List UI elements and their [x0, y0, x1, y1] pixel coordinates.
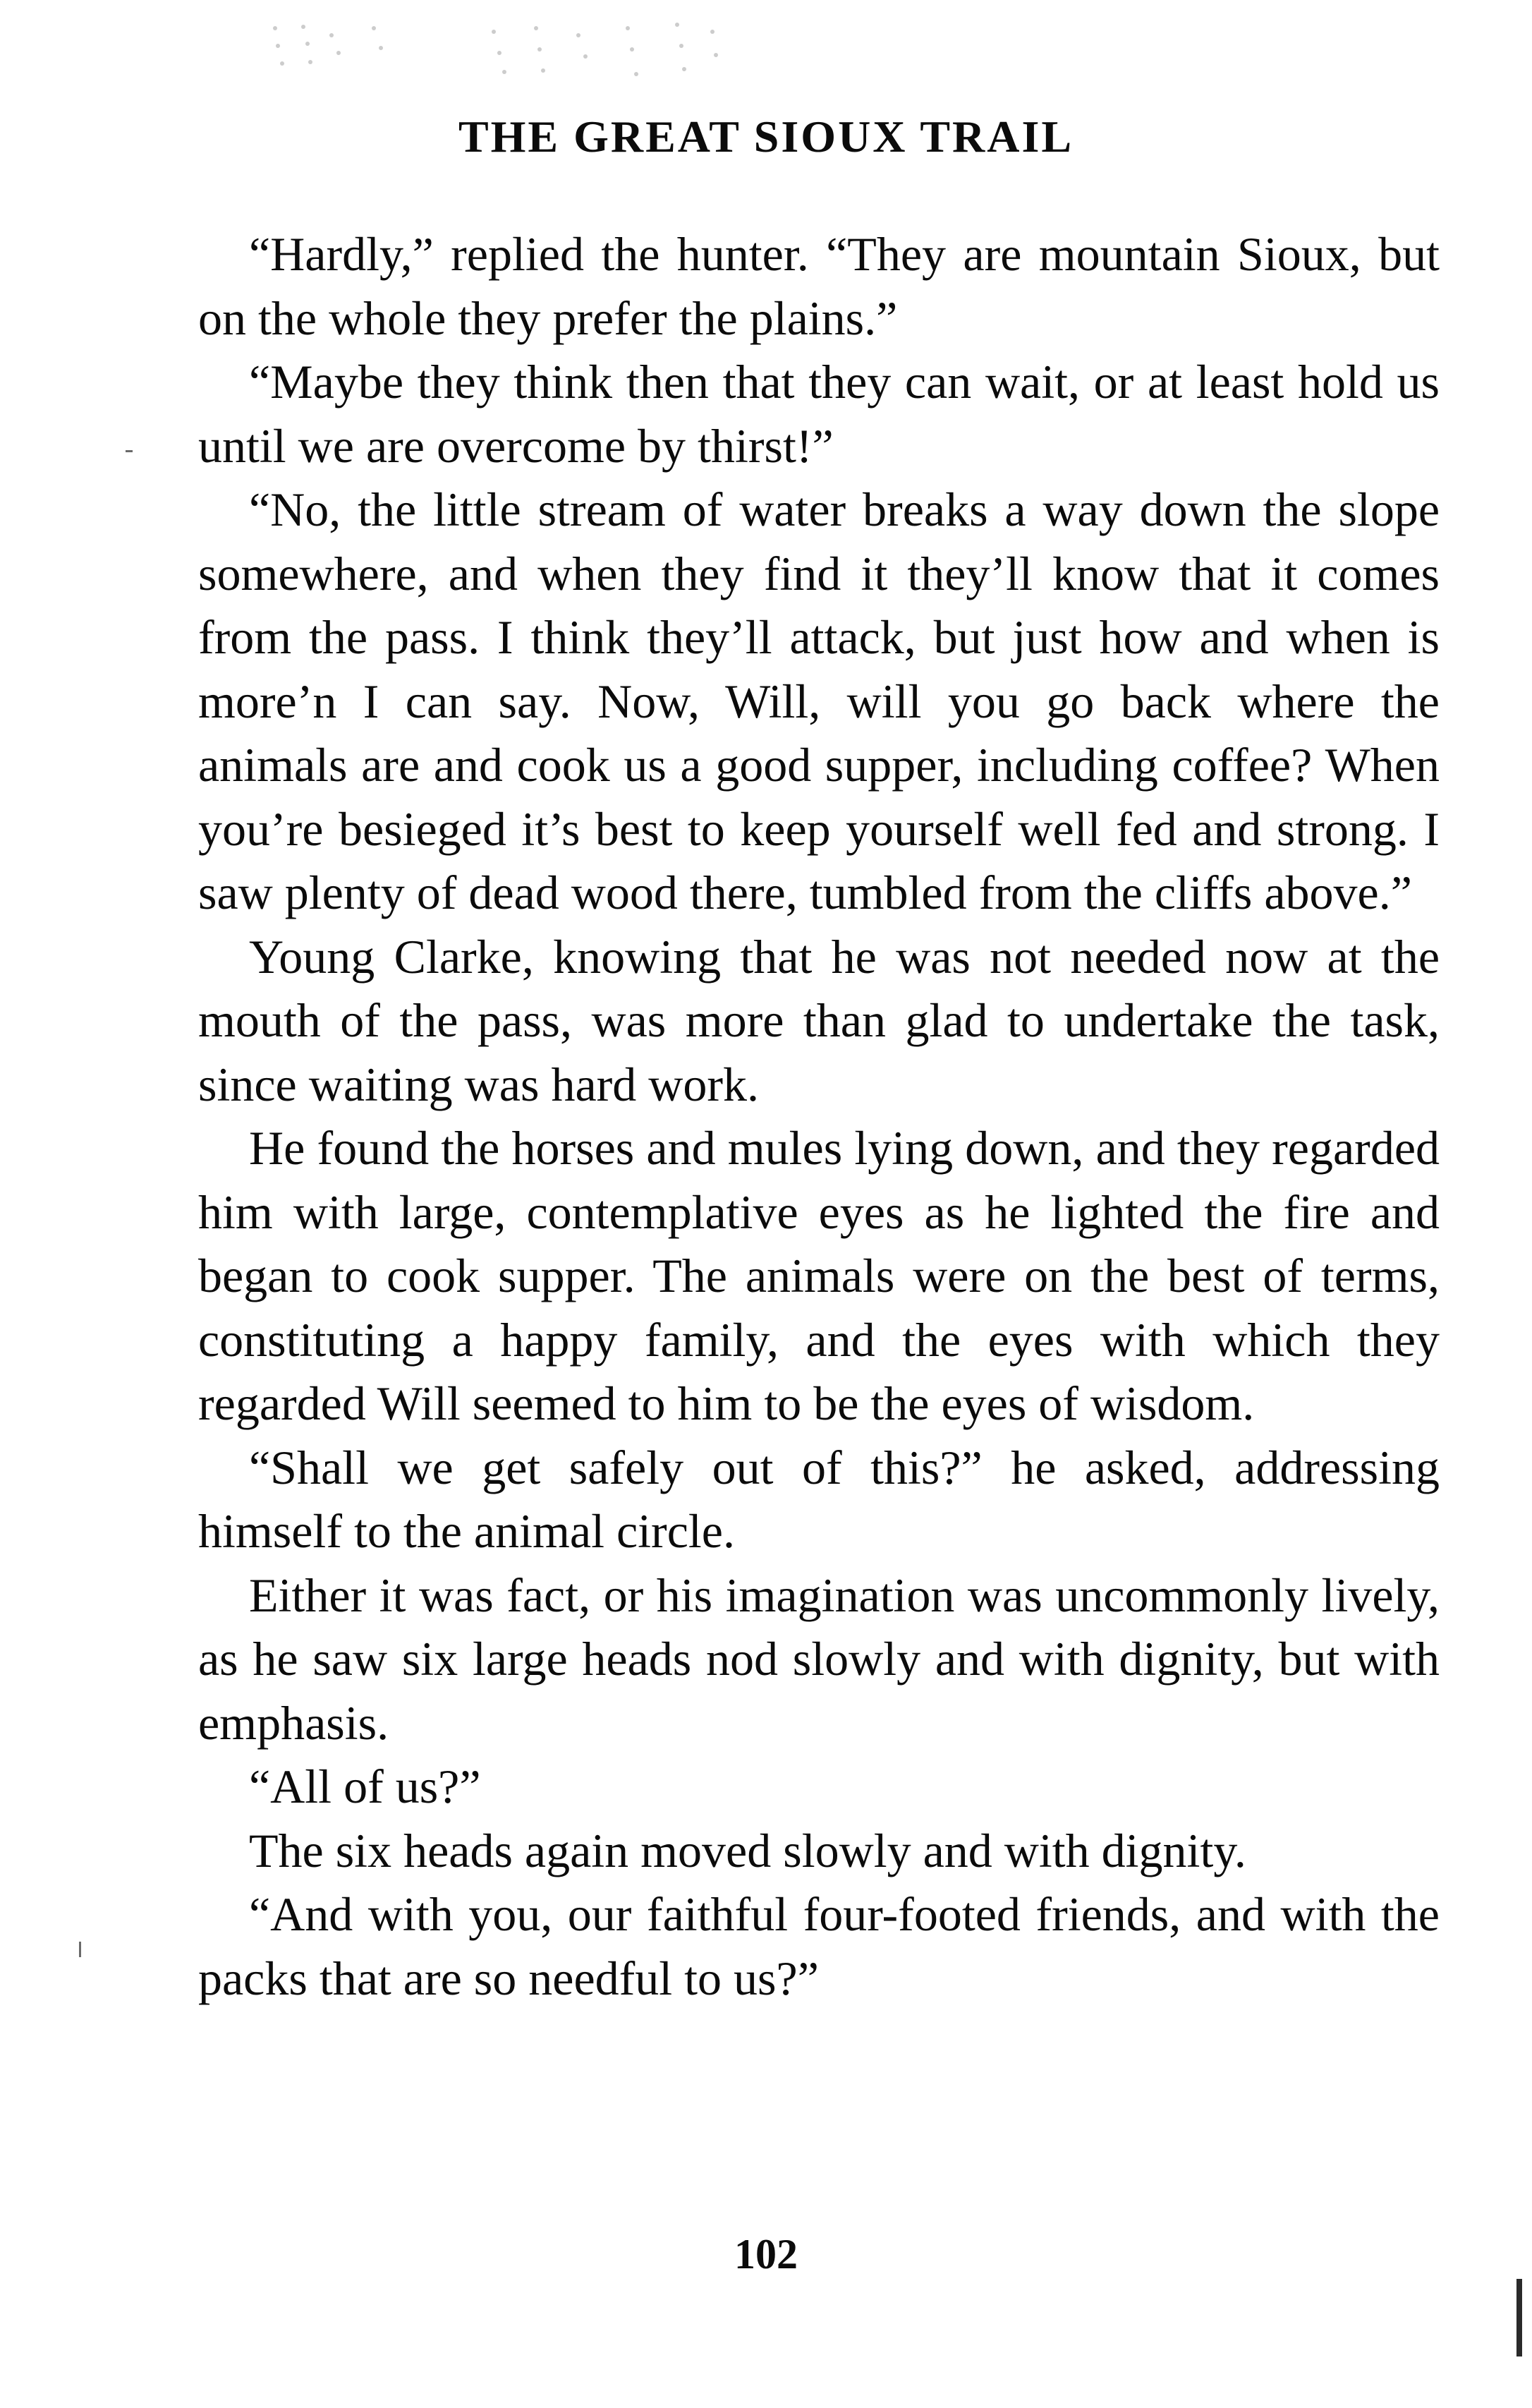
paragraph: “All of us?” — [249, 1760, 481, 1813]
paragraph: “No, the little stream of water breaks a way down the slope somewhere, and when they find it they’ll know that it comes from the pass. I think they’ll attack, but just how and when is more’n I can say. Now, Will, will you go back where the animals are and cook us a good supper, including coffee? When you’re besieged it’s best to keep yourself well fed and strong. I saw plenty of dead wood there, tumbled from the cliffs above.” — [198, 483, 1440, 919]
paragraph: The six heads again moved slowly and with dignity. — [249, 1823, 1246, 1877]
paragraph: He found the horses and mules lying down, and they regarded him with large, contemplative eyes as he lighted the fire and began to cook supper. The animals were on the best of terms, constituting a happy family, and the eyes with which they regarded Will seemed to him to be the eyes of wisdom. — [198, 1121, 1440, 1430]
bleed-through-mark — [261, 14, 741, 99]
paragraph: Young Clarke, knowing that he was not needed now at the mouth of the pass, was more than glad to undertake the task, since waiting was hard work. — [198, 929, 1440, 1111]
margin-mark — [79, 1942, 81, 1957]
body-text — [198, 222, 1440, 2010]
paragraph: “And with you, our faithful four-footed friends, and with the packs that are so needful to us?” — [198, 1887, 1440, 2005]
paragraph: “Maybe they think then that they can wait, or at least hold us until we are overcome by thirst!” — [198, 355, 1440, 473]
margin-mark — [126, 450, 133, 452]
paragraph: “Shall we get safely out of this?” he asked, addressing himself to the animal circle. — [198, 1440, 1440, 1558]
page-number: 102 — [734, 2231, 798, 2277]
margin-mark — [1516, 2279, 1522, 2356]
paragraph: Either it was fact, or his imagination was uncommonly lively, as he saw six large heads nod slowly and with dignity, but with emphasis. — [198, 1568, 1440, 1750]
paragraph: “Hardly,” replied the hunter. “They are mountain Sioux, but on the whole they prefer the plains.” — [198, 227, 1440, 345]
running-head: THE GREAT SIOUX TRAIL — [458, 111, 1074, 162]
